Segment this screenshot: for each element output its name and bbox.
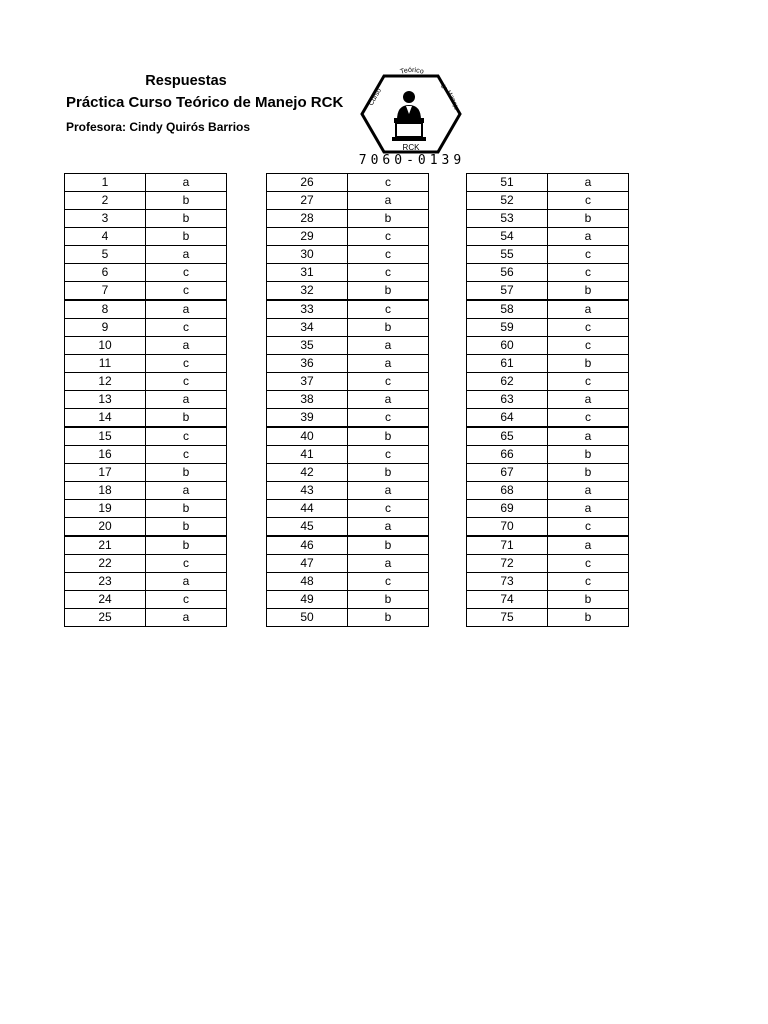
question-number: 19: [65, 500, 146, 518]
answer-letter: b: [348, 536, 429, 555]
table-row: [267, 319, 429, 337]
question-number: 55: [467, 246, 548, 264]
question-number: 16: [65, 446, 146, 464]
answer-letter: c: [146, 427, 227, 446]
table-row: [467, 319, 629, 337]
table-row: [467, 573, 629, 591]
table-row: [65, 591, 227, 609]
table-row: [65, 464, 227, 482]
logo-bottom-text: RCK: [402, 143, 420, 152]
answer-letter: c: [146, 319, 227, 337]
question-number: 61: [467, 355, 548, 373]
table-row: [65, 500, 227, 518]
answer-letter: a: [146, 482, 227, 500]
table-row: [267, 355, 429, 373]
answer-letter: b: [348, 210, 429, 228]
answer-letter: c: [348, 246, 429, 264]
question-number: 28: [267, 210, 348, 228]
instructor-icon: [392, 91, 426, 141]
question-number: 43: [267, 482, 348, 500]
question-number: 54: [467, 228, 548, 246]
answer-letter: c: [548, 319, 629, 337]
table-row: [267, 282, 429, 301]
question-number: 40: [267, 427, 348, 446]
question-number: 58: [467, 300, 548, 319]
answer-letter: c: [548, 192, 629, 210]
table-row: [267, 264, 429, 282]
answer-letter: b: [146, 536, 227, 555]
question-number: 11: [65, 355, 146, 373]
table-row: [65, 555, 227, 573]
answer-letter: a: [548, 482, 629, 500]
table-row: [65, 373, 227, 391]
question-number: 4: [65, 228, 146, 246]
question-number: 36: [267, 355, 348, 373]
question-number: 8: [65, 300, 146, 319]
question-number: 73: [467, 573, 548, 591]
question-number: 74: [467, 591, 548, 609]
svg-text:Teórico: [400, 67, 425, 76]
question-number: 59: [467, 319, 548, 337]
answer-letter: a: [548, 427, 629, 446]
question-number: 3: [65, 210, 146, 228]
answer-letter: b: [146, 409, 227, 428]
table-row: [467, 518, 629, 537]
question-number: 27: [267, 192, 348, 210]
table-row: [267, 409, 429, 428]
teacher-name: Profesora: Cindy Quirós Barrios: [66, 120, 251, 134]
question-number: 32: [267, 282, 348, 301]
answer-letter: a: [146, 300, 227, 319]
answer-letter: c: [548, 555, 629, 573]
answer-letter: b: [548, 609, 629, 627]
question-number: 60: [467, 337, 548, 355]
answer-letter: a: [146, 246, 227, 264]
answer-letter: c: [146, 355, 227, 373]
answer-letter: c: [348, 573, 429, 591]
answer-letter: b: [146, 228, 227, 246]
table-row: [267, 174, 429, 192]
table-row: [467, 192, 629, 210]
answer-letter: b: [348, 464, 429, 482]
table-row: [467, 246, 629, 264]
answer-letter: b: [146, 518, 227, 537]
question-number: 69: [467, 500, 548, 518]
table-row: [267, 609, 429, 627]
answer-letter: c: [146, 282, 227, 301]
table-row: [467, 555, 629, 573]
table-row: [467, 409, 629, 428]
question-number: 20: [65, 518, 146, 537]
table-row: [65, 246, 227, 264]
answer-letter: a: [146, 573, 227, 591]
table-row: [467, 228, 629, 246]
table-row: [467, 210, 629, 228]
table-row: [467, 282, 629, 301]
question-number: 57: [467, 282, 548, 301]
table-row: [65, 391, 227, 409]
question-number: 71: [467, 536, 548, 555]
question-number: 5: [65, 246, 146, 264]
answer-letter: a: [146, 609, 227, 627]
answer-letter: a: [548, 536, 629, 555]
question-number: 66: [467, 446, 548, 464]
table-row: [467, 373, 629, 391]
question-number: 45: [267, 518, 348, 537]
page-title: Respuestas: [145, 73, 227, 89]
question-number: 13: [65, 391, 146, 409]
table-row: [65, 337, 227, 355]
question-number: 25: [65, 609, 146, 627]
table-row: [267, 573, 429, 591]
page-subtitle: Práctica Curso Teórico de Manejo RCK: [66, 94, 344, 111]
answer-letter: c: [146, 264, 227, 282]
answer-letter: a: [548, 500, 629, 518]
answer-letter: c: [146, 555, 227, 573]
question-number: 48: [267, 573, 348, 591]
answer-letter: a: [548, 391, 629, 409]
question-number: 70: [467, 518, 548, 537]
table-row: [467, 482, 629, 500]
question-number: 50: [267, 609, 348, 627]
table-row: [267, 373, 429, 391]
answer-letter: c: [548, 409, 629, 428]
answer-letter: b: [548, 464, 629, 482]
answer-letter: a: [146, 337, 227, 355]
table-row: [267, 536, 429, 555]
question-number: 7: [65, 282, 146, 301]
question-number: 31: [267, 264, 348, 282]
question-number: 33: [267, 300, 348, 319]
question-number: 35: [267, 337, 348, 355]
answers-table-1: [64, 173, 227, 627]
question-number: 2: [65, 192, 146, 210]
answer-letter: a: [146, 174, 227, 192]
question-number: 21: [65, 536, 146, 555]
table-row: [267, 192, 429, 210]
table-row: [467, 391, 629, 409]
answer-letter: c: [146, 591, 227, 609]
answer-letter: a: [348, 337, 429, 355]
question-number: 23: [65, 573, 146, 591]
table-row: [267, 210, 429, 228]
question-number: 64: [467, 409, 548, 428]
answers-table-3: [466, 173, 629, 627]
table-row: [65, 409, 227, 428]
answer-letter: a: [548, 228, 629, 246]
table-row: [467, 300, 629, 319]
answer-letter: c: [548, 337, 629, 355]
logo-right-text: de Manejo: [439, 83, 459, 111]
question-number: 6: [65, 264, 146, 282]
question-number: 37: [267, 373, 348, 391]
question-number: 62: [467, 373, 548, 391]
answer-letter: b: [548, 591, 629, 609]
question-number: 12: [65, 373, 146, 391]
answer-letter: c: [348, 500, 429, 518]
answer-letter: a: [348, 555, 429, 573]
question-number: 65: [467, 427, 548, 446]
table-row: [65, 300, 227, 319]
svg-text:de Manejo: [439, 83, 458, 111]
answer-letter: b: [348, 609, 429, 627]
answer-letter: c: [348, 174, 429, 192]
table-row: [267, 427, 429, 446]
table-row: [467, 609, 629, 627]
question-number: 41: [267, 446, 348, 464]
question-number: 9: [65, 319, 146, 337]
table-row: [467, 337, 629, 355]
question-number: 47: [267, 555, 348, 573]
question-number: 75: [467, 609, 548, 627]
question-number: 22: [65, 555, 146, 573]
question-number: 14: [65, 409, 146, 428]
table-row: [467, 174, 629, 192]
answer-letter: c: [146, 373, 227, 391]
answer-letter: c: [146, 446, 227, 464]
table-row: [267, 391, 429, 409]
table-row: [267, 555, 429, 573]
table-row: [467, 264, 629, 282]
table-row: [467, 427, 629, 446]
question-number: 15: [65, 427, 146, 446]
table-row: [65, 427, 227, 446]
answer-letter: c: [348, 446, 429, 464]
answer-letter: a: [146, 391, 227, 409]
answer-letter: a: [548, 300, 629, 319]
logo-left-text: Curso: [367, 87, 384, 107]
table-row: [467, 500, 629, 518]
answer-letter: c: [548, 573, 629, 591]
table-row: [467, 591, 629, 609]
table-row: [65, 192, 227, 210]
answer-letter: a: [348, 518, 429, 537]
table-row: [65, 174, 227, 192]
question-number: 17: [65, 464, 146, 482]
question-number: 38: [267, 391, 348, 409]
table-row: [65, 482, 227, 500]
answer-letter: c: [348, 300, 429, 319]
table-row: [467, 446, 629, 464]
question-number: 51: [467, 174, 548, 192]
table-row: [65, 573, 227, 591]
table-row: [467, 464, 629, 482]
question-number: 24: [65, 591, 146, 609]
question-number: 52: [467, 192, 548, 210]
answer-letter: b: [348, 282, 429, 301]
answer-letter: b: [548, 210, 629, 228]
answer-letter: b: [548, 282, 629, 301]
question-number: 29: [267, 228, 348, 246]
question-number: 18: [65, 482, 146, 500]
answer-letter: c: [548, 373, 629, 391]
question-number: 49: [267, 591, 348, 609]
table-row: [267, 446, 429, 464]
table-row: [267, 591, 429, 609]
logo-top-text: Teórico: [399, 66, 425, 76]
table-row: [267, 500, 429, 518]
question-number: 26: [267, 174, 348, 192]
table-row: [467, 536, 629, 555]
answer-letter: b: [548, 355, 629, 373]
answer-letter: c: [348, 228, 429, 246]
answer-letter: a: [348, 192, 429, 210]
question-number: 68: [467, 482, 548, 500]
answer-letter: a: [348, 482, 429, 500]
table-row: [267, 464, 429, 482]
answer-letter: b: [146, 500, 227, 518]
phone-number: 7060-0139: [358, 153, 466, 168]
answer-letter: b: [146, 192, 227, 210]
question-number: 10: [65, 337, 146, 355]
answer-letter: a: [348, 355, 429, 373]
answer-letter: c: [348, 373, 429, 391]
answer-letter: c: [548, 518, 629, 537]
question-number: 34: [267, 319, 348, 337]
table-row: [65, 446, 227, 464]
table-row: [65, 355, 227, 373]
table-row: [65, 228, 227, 246]
table-row: [267, 300, 429, 319]
answer-letter: c: [548, 264, 629, 282]
question-number: 39: [267, 409, 348, 428]
question-number: 72: [467, 555, 548, 573]
table-row: [267, 246, 429, 264]
table-row: [267, 228, 429, 246]
answer-letter: b: [146, 464, 227, 482]
answer-letter: a: [348, 391, 429, 409]
answer-letter: b: [348, 319, 429, 337]
answer-letter: c: [348, 409, 429, 428]
answer-letter: b: [348, 427, 429, 446]
question-number: 44: [267, 500, 348, 518]
table-row: [267, 337, 429, 355]
question-number: 53: [467, 210, 548, 228]
question-number: 42: [267, 464, 348, 482]
answer-letter: b: [348, 591, 429, 609]
answers-table-2: [266, 173, 429, 627]
answer-letter: a: [548, 174, 629, 192]
answer-letter: b: [548, 446, 629, 464]
question-number: 67: [467, 464, 548, 482]
answer-letter: c: [348, 264, 429, 282]
table-row: [65, 609, 227, 627]
table-row: [65, 282, 227, 301]
table-row: [65, 264, 227, 282]
table-row: [267, 482, 429, 500]
table-row: [267, 518, 429, 537]
question-number: 30: [267, 246, 348, 264]
table-row: [65, 210, 227, 228]
answer-letter: b: [146, 210, 227, 228]
table-row: [467, 355, 629, 373]
question-number: 46: [267, 536, 348, 555]
table-row: [65, 319, 227, 337]
question-number: 56: [467, 264, 548, 282]
table-row: [65, 536, 227, 555]
question-number: 1: [65, 174, 146, 192]
table-row: [65, 518, 227, 537]
question-number: 63: [467, 391, 548, 409]
answer-letter: c: [548, 246, 629, 264]
